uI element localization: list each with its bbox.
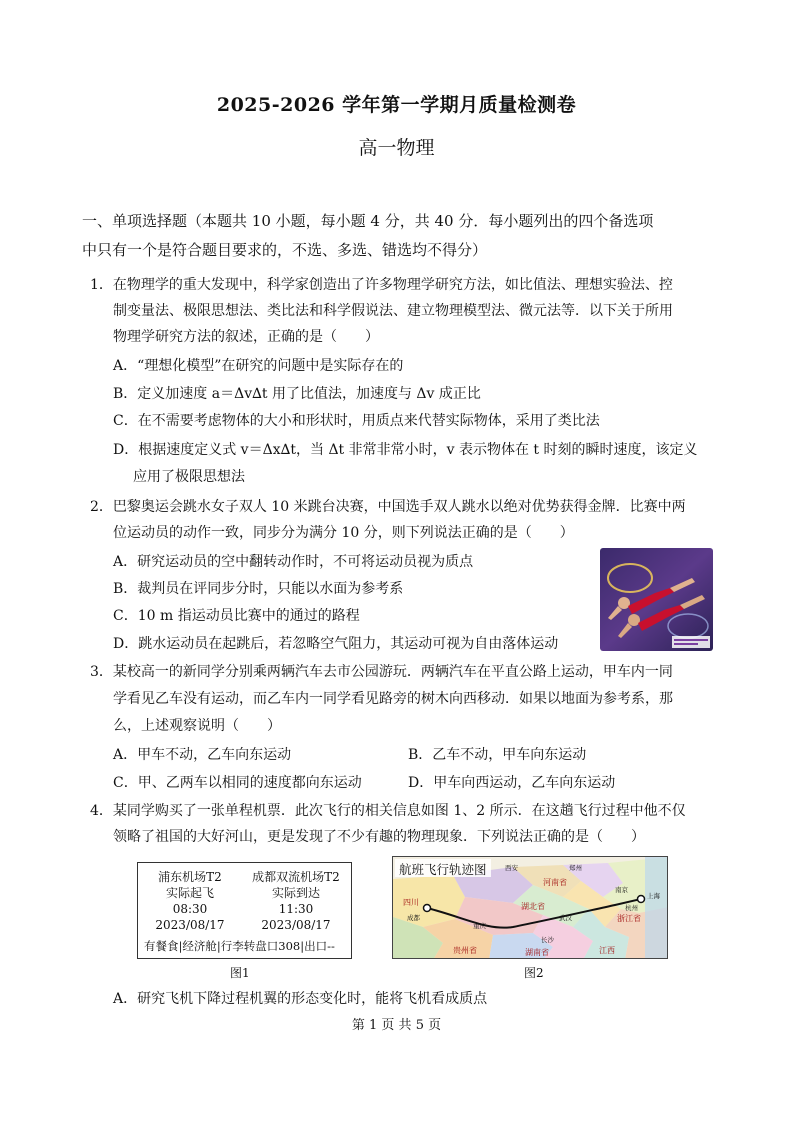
page-footer: 第 1 页 共 5 页 bbox=[351, 1018, 442, 1033]
q1-stem-line2: 制变量法、极限思想法、类比法和科学假说法、建立物理模型法、微元法等．以下关于所用 bbox=[113, 303, 673, 319]
figure1-caption: 图1 bbox=[230, 966, 250, 980]
section-heading-line2: 中只有一个是符合题目要求的，不选、多选、错选均不得分） bbox=[82, 241, 488, 259]
q1-option-b: B．定义加速度 a＝Δv∆t 用了比值法，加速度与 Δv 成正比 bbox=[113, 386, 481, 402]
map-label-jiangxi: 江西 bbox=[599, 946, 615, 955]
map-label-chongqing: 重庆 bbox=[473, 922, 486, 930]
map-label-zhengzhou: 郑州 bbox=[569, 864, 582, 872]
departure-date: 2023/08/17 bbox=[155, 918, 225, 932]
flight-route-map bbox=[392, 856, 668, 959]
map-label-hangzhou: 杭州 bbox=[625, 904, 638, 912]
arrival-block bbox=[246, 869, 346, 933]
departure-label: 实际起飞 bbox=[165, 886, 214, 900]
q3-stem-line1: 3．某校高一的新同学分别乘两辆汽车去市公园游玩．两辆汽车在平直公路上运动，甲车内一同 bbox=[90, 664, 673, 680]
arrival-time: 11:30 bbox=[278, 902, 314, 916]
map-label-shanghai: 上海 bbox=[647, 892, 660, 900]
q3-stem-line3: 么，上述观察说明（ ） bbox=[113, 718, 281, 734]
exam-subject: 高一物理 bbox=[358, 137, 435, 159]
q2-option-b: B．裁判员在评同步分时，只能以水面为参考系 bbox=[113, 581, 404, 597]
departure-time: 08:30 bbox=[172, 902, 208, 916]
exam-title: 2025-2026 学年第一学期月质量检测卷 bbox=[216, 94, 577, 116]
q3-option-b: B．乙车不动，甲车向东运动 bbox=[408, 747, 587, 763]
q4-stem-line1: 4．某同学购买了一张单程机票．此次飞行的相关信息如图 1、2 所示．在这趟飞行过程中他不仅 bbox=[90, 803, 686, 819]
q2-option-d: D．跳水运动员在起跳后，若忽略空气阻力，其运动可视为自由落体运动 bbox=[113, 636, 559, 652]
diving-photo bbox=[600, 548, 713, 651]
q1-option-d-line2: 应用了极限思想法 bbox=[133, 469, 245, 485]
map-label-sichuan: 四川 bbox=[403, 898, 419, 907]
map-label-chengdu: 成都 bbox=[407, 914, 420, 922]
q1-option-d-line1: D．根据速度定义式 v＝Δx∆t，当 Δt 非常非常小时，v 表示物体在 t 时刻的瞬时速度，该定义 bbox=[113, 442, 698, 458]
q4-option-a: A．研究飞机下降过程机翼的形态变化时，能将飞机看成质点 bbox=[113, 991, 488, 1007]
divers-illustration bbox=[600, 548, 713, 651]
map-label-nanjing: 南京 bbox=[615, 886, 628, 894]
q2-stem-line1: 2．巴黎奥运会跳水女子双人 10 米跳台决赛，中国选手双人跳水以绝对优势获得金牌．比赛中两 bbox=[90, 499, 686, 515]
map-label-xian: 西安 bbox=[505, 864, 518, 872]
q3-option-c: C．甲、乙两车以相同的速度都向东运动 bbox=[113, 775, 362, 791]
map-label-hunan: 湖南省 bbox=[525, 948, 549, 957]
q1-option-c: C．在不需要考虑物体的大小和形状时，用质点来代替实际物体，采用了类比法 bbox=[113, 413, 600, 429]
departure-airport: 浦东机场T2 bbox=[158, 870, 222, 884]
map-label-changsha: 长沙 bbox=[541, 936, 554, 944]
map-label-henan: 河南省 bbox=[543, 878, 567, 887]
departure-block bbox=[140, 869, 240, 933]
section-heading-line1: 一、单项选择题（本题共 10 小题，每小题 4 分，共 40 分．每小题列出的四个备选项 bbox=[82, 212, 654, 230]
q2-option-a: A．研究运动员的空中翻转动作时，不可将运动员视为质点 bbox=[113, 554, 474, 570]
q3-option-a: A．甲车不动，乙车向东运动 bbox=[113, 747, 292, 763]
q2-stem-line2: 位运动员的动作一致，同步分为满分 10 分，则下列说法正确的是（ ） bbox=[113, 525, 574, 541]
map-label-guizhou: 贵州省 bbox=[453, 946, 477, 955]
map-label-wuhan: 武汉 bbox=[559, 914, 572, 922]
flight-info-card bbox=[137, 862, 352, 959]
q1-stem-line1: 1．在物理学的重大发现中，科学家创造出了许多物理学研究方法，如比值法、理想实验法、控 bbox=[90, 277, 673, 293]
map-label-hubei: 湖北省 bbox=[521, 902, 545, 911]
flight-info-footer: 有餐食|经济舱|行李转盘口308|出口-- bbox=[144, 939, 335, 953]
figure2-caption: 图2 bbox=[524, 966, 544, 980]
q3-stem-line2: 学看见乙车没有运动，而乙车内一同学看见路旁的树木向西移动．如果以地面为参考系，那 bbox=[113, 691, 673, 707]
arrival-airport: 成都双流机场T2 bbox=[252, 870, 340, 884]
arrival-date: 2023/08/17 bbox=[261, 918, 331, 932]
q3-option-d: D．甲车向西运动，乙车向东运动 bbox=[408, 775, 616, 791]
q1-option-a: A．“理想化模型”在研究的问题中是实际存在的 bbox=[113, 358, 404, 374]
q4-stem-line2: 领略了祖国的大好河山，更是发现了不少有趣的物理现象．下列说法正确的是（ ） bbox=[113, 829, 645, 845]
route-map-title: 航班飞行轨迹图 bbox=[399, 862, 487, 877]
q1-stem-line3: 物理学研究方法的叙述，正确的是（ ） bbox=[113, 329, 379, 345]
map-label-zhejiang: 浙江省 bbox=[617, 914, 641, 923]
arrival-label: 实际到达 bbox=[271, 886, 320, 900]
q2-option-c: C．10 m 指运动员比赛中的通过的路程 bbox=[113, 608, 360, 624]
